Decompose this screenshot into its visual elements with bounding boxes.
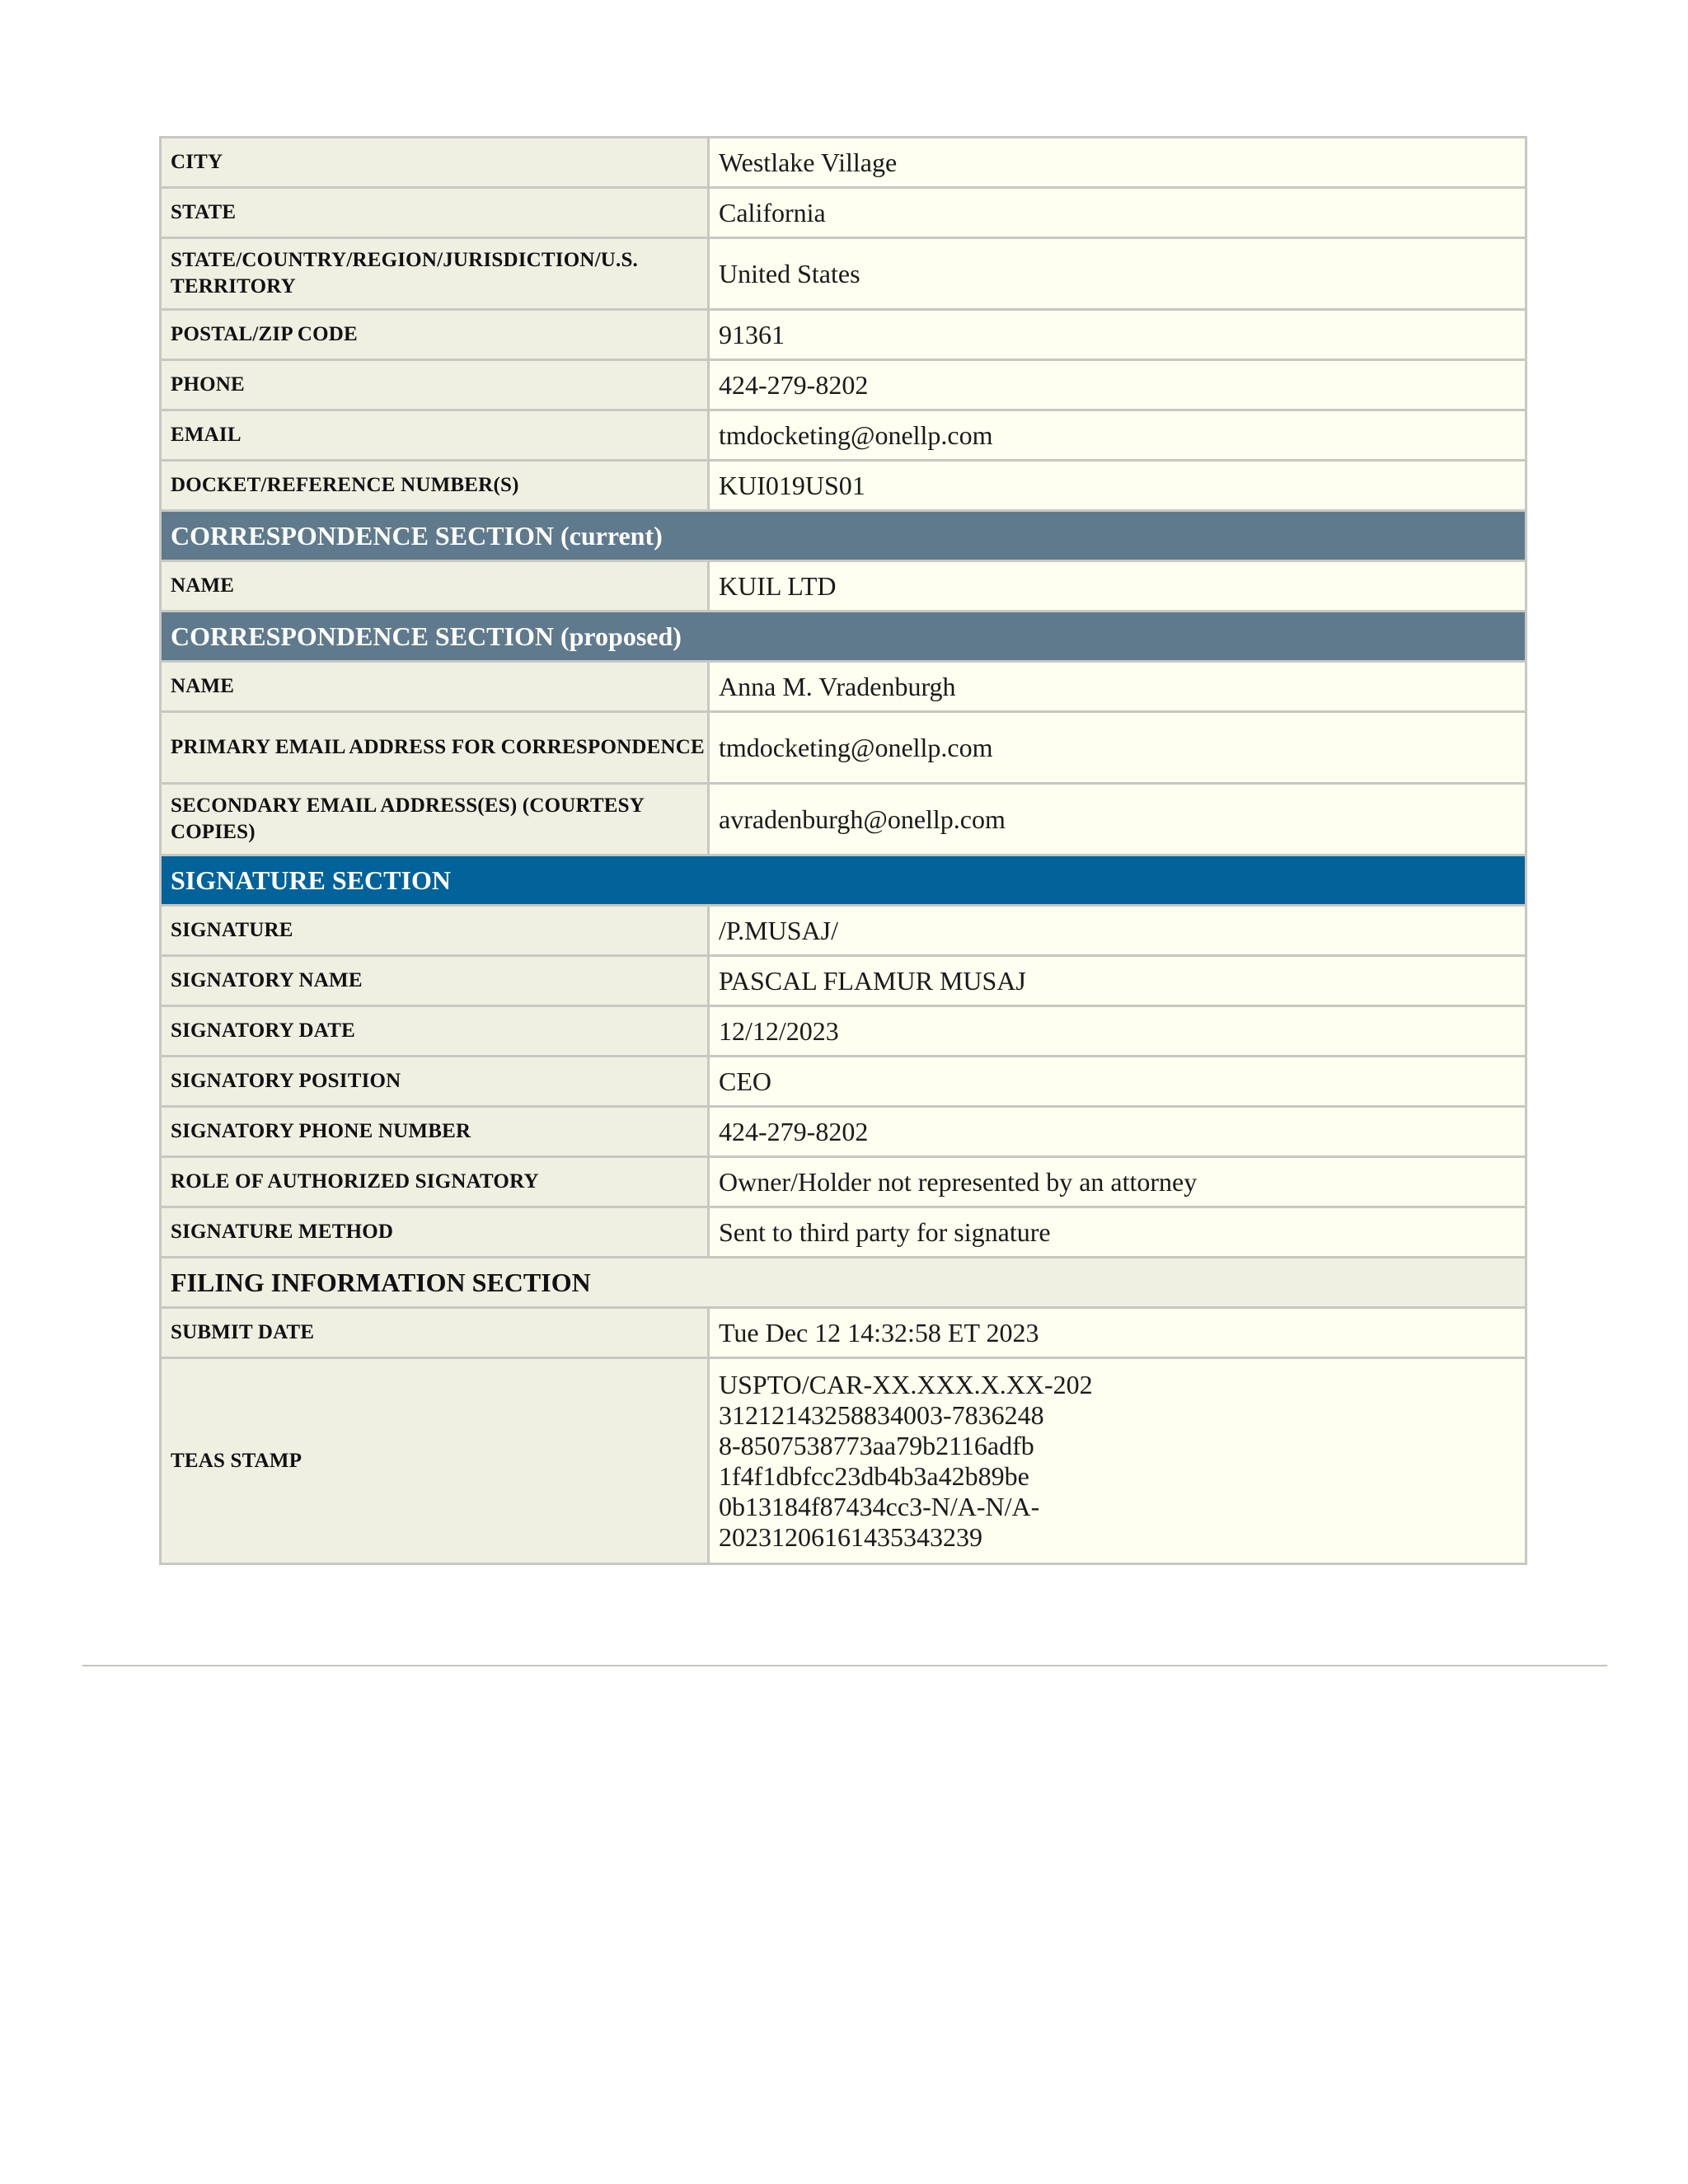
field-value: Westlake Village bbox=[709, 138, 1526, 188]
field-value: KUI019US01 bbox=[709, 461, 1526, 511]
field-label: STATE/COUNTRY/REGION/JURISDICTION/U.S. TERRITORY bbox=[161, 238, 709, 310]
field-label: TEAS STAMP bbox=[161, 1358, 709, 1564]
table-row-teas-stamp bbox=[161, 1358, 1526, 1564]
field-label: NAME bbox=[161, 561, 709, 612]
field-value: tmdocketing@onellp.com bbox=[709, 712, 1526, 784]
field-value: tmdocketing@onellp.com bbox=[709, 410, 1526, 461]
field-value: 424-279-8202 bbox=[709, 360, 1526, 410]
field-value: 424-279-8202 bbox=[709, 1107, 1526, 1157]
teas-stamp-line: 8-8507538773aa79b2116adfb bbox=[719, 1430, 1034, 1460]
section-header-correspondence-current bbox=[161, 511, 1526, 561]
table-row-proposed-name bbox=[161, 662, 1526, 712]
field-value: avradenburgh@onellp.com bbox=[709, 784, 1526, 855]
field-label: PRIMARY EMAIL ADDRESS FOR CORRESPONDENCE bbox=[161, 712, 709, 784]
field-label: SIGNATORY POSITION bbox=[161, 1057, 709, 1107]
table-row-signatory-phone bbox=[161, 1107, 1526, 1157]
field-label: CITY bbox=[161, 138, 709, 188]
field-label: SIGNATORY NAME bbox=[161, 956, 709, 1006]
field-label: STATE bbox=[161, 188, 709, 238]
teas-stamp-line: 31212143258834003-7836248 bbox=[719, 1399, 1044, 1430]
field-label: NAME bbox=[161, 662, 709, 712]
table-row-docket-number bbox=[161, 461, 1526, 511]
field-label: SIGNATORY DATE bbox=[161, 1006, 709, 1057]
table-row-submit-date bbox=[161, 1308, 1526, 1358]
field-label: SIGNATURE METHOD bbox=[161, 1207, 709, 1258]
table-row-state bbox=[161, 188, 1526, 238]
table-row-phone bbox=[161, 360, 1526, 410]
field-value: 12/12/2023 bbox=[709, 1006, 1526, 1057]
footer-divider bbox=[82, 1665, 1607, 1666]
field-value: 91361 bbox=[709, 310, 1526, 360]
table-row-signatory-position bbox=[161, 1057, 1526, 1107]
field-label: ROLE OF AUTHORIZED SIGNATORY bbox=[161, 1157, 709, 1207]
field-value: CEO bbox=[709, 1057, 1526, 1107]
section-title: FILING INFORMATION SECTION bbox=[161, 1258, 1526, 1308]
teas-stamp-line: 1f4f1dbfcc23db4b3a42b89be bbox=[719, 1460, 1029, 1491]
teas-stamp-line: 20231206161435343239 bbox=[719, 1521, 982, 1552]
field-label: SIGNATURE bbox=[161, 906, 709, 956]
trademark-form-table bbox=[159, 136, 1527, 1565]
field-value: /P.MUSAJ/ bbox=[709, 906, 1526, 956]
table-row-primary-email bbox=[161, 712, 1526, 784]
field-value: Owner/Holder not represented by an attorney bbox=[709, 1157, 1526, 1207]
field-value: Sent to third party for signature bbox=[709, 1207, 1526, 1258]
section-title: SIGNATURE SECTION bbox=[161, 855, 1526, 906]
field-label: POSTAL/ZIP CODE bbox=[161, 310, 709, 360]
table-row-signatory-name bbox=[161, 956, 1526, 1006]
table-row-postal-code bbox=[161, 310, 1526, 360]
table-row-current-name bbox=[161, 561, 1526, 612]
field-value: United States bbox=[709, 238, 1526, 310]
teas-stamp-line: 0b13184f87434cc3-N/A-N/A- bbox=[719, 1491, 1040, 1521]
table-row-signatory-date bbox=[161, 1006, 1526, 1057]
field-value: Tue Dec 12 14:32:58 ET 2023 bbox=[709, 1308, 1526, 1358]
table-row-city bbox=[161, 138, 1526, 188]
field-value: California bbox=[709, 188, 1526, 238]
section-title: CORRESPONDENCE SECTION (current) bbox=[161, 511, 1526, 561]
section-header-correspondence-proposed bbox=[161, 612, 1526, 662]
field-label: DOCKET/REFERENCE NUMBER(S) bbox=[161, 461, 709, 511]
teas-stamp-line: USPTO/CAR-XX.XXX.X.XX-202 bbox=[719, 1369, 1093, 1399]
table-row-signature-method bbox=[161, 1207, 1526, 1258]
table-row-signature bbox=[161, 906, 1526, 956]
field-value: PASCAL FLAMUR MUSAJ bbox=[709, 956, 1526, 1006]
table-row-secondary-email bbox=[161, 784, 1526, 855]
field-value: KUIL LTD bbox=[709, 561, 1526, 612]
field-label: SIGNATORY PHONE NUMBER bbox=[161, 1107, 709, 1157]
section-title: CORRESPONDENCE SECTION (proposed) bbox=[161, 612, 1526, 662]
field-label: PHONE bbox=[161, 360, 709, 410]
field-label: SUBMIT DATE bbox=[161, 1308, 709, 1358]
field-label: EMAIL bbox=[161, 410, 709, 461]
section-header-signature bbox=[161, 855, 1526, 906]
teas-stamp-value bbox=[709, 1358, 1526, 1564]
field-value: Anna M. Vradenburgh bbox=[709, 662, 1526, 712]
table-row-country bbox=[161, 238, 1526, 310]
field-label: SECONDARY EMAIL ADDRESS(ES) (COURTESY COPIES) bbox=[161, 784, 709, 855]
table-row-email bbox=[161, 410, 1526, 461]
section-header-filing-information bbox=[161, 1258, 1526, 1308]
table-row-signatory-role bbox=[161, 1157, 1526, 1207]
